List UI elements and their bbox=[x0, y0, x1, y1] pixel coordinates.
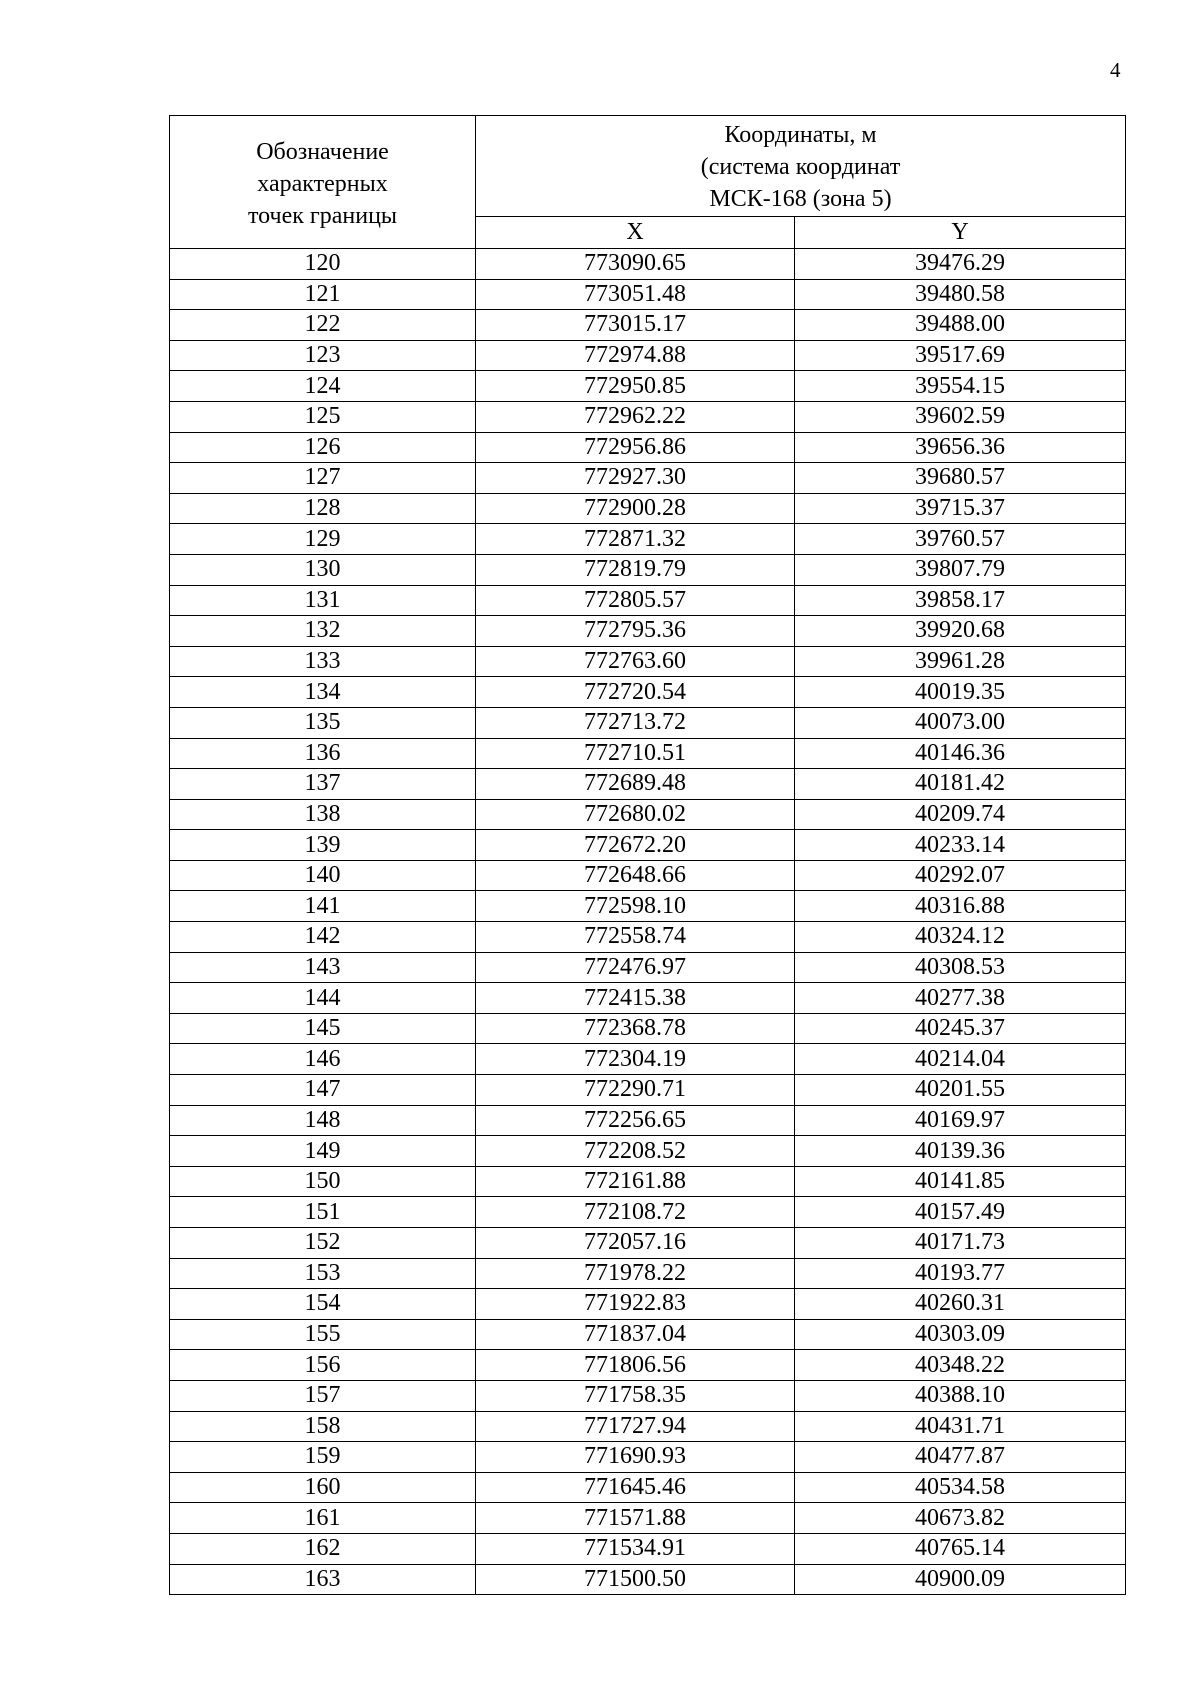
x-coordinate-cell: 772927.30 bbox=[476, 463, 795, 494]
y-coordinate-cell: 40534.58 bbox=[795, 1472, 1126, 1503]
y-coordinate-cell: 39760.57 bbox=[795, 524, 1126, 555]
point-cell: 125 bbox=[170, 401, 476, 432]
x-coordinate-cell: 772290.71 bbox=[476, 1075, 795, 1106]
y-coordinate-cell: 39656.36 bbox=[795, 432, 1126, 463]
table-row bbox=[170, 677, 1126, 708]
x-axis-header: X bbox=[476, 217, 795, 249]
x-coordinate-cell: 773051.48 bbox=[476, 279, 795, 310]
table-row bbox=[170, 432, 1126, 463]
table-row bbox=[170, 249, 1126, 280]
table-row bbox=[170, 1228, 1126, 1259]
x-coordinate-cell: 771727.94 bbox=[476, 1411, 795, 1442]
x-coordinate-cell: 772900.28 bbox=[476, 493, 795, 524]
point-cell: 126 bbox=[170, 432, 476, 463]
x-coordinate-cell: 771837.04 bbox=[476, 1319, 795, 1350]
point-cell: 131 bbox=[170, 585, 476, 616]
y-coordinate-cell: 40324.12 bbox=[795, 922, 1126, 953]
point-cell: 139 bbox=[170, 830, 476, 861]
x-coordinate-cell: 773015.17 bbox=[476, 310, 795, 341]
x-coordinate-cell: 772950.85 bbox=[476, 371, 795, 402]
point-cell: 148 bbox=[170, 1105, 476, 1136]
y-coordinate-cell: 40431.71 bbox=[795, 1411, 1126, 1442]
point-cell: 136 bbox=[170, 738, 476, 769]
y-coordinate-cell: 40477.87 bbox=[795, 1442, 1126, 1473]
y-coordinate-cell: 39858.17 bbox=[795, 585, 1126, 616]
point-cell: 162 bbox=[170, 1533, 476, 1564]
point-cell: 145 bbox=[170, 1013, 476, 1044]
table-row bbox=[170, 463, 1126, 494]
point-cell: 149 bbox=[170, 1136, 476, 1167]
y-coordinate-cell: 39920.68 bbox=[795, 616, 1126, 647]
point-cell: 155 bbox=[170, 1319, 476, 1350]
point-cell: 159 bbox=[170, 1442, 476, 1473]
x-coordinate-cell: 771500.50 bbox=[476, 1564, 795, 1595]
point-cell: 151 bbox=[170, 1197, 476, 1228]
table-row bbox=[170, 891, 1126, 922]
x-coordinate-cell: 772598.10 bbox=[476, 891, 795, 922]
table-row bbox=[170, 952, 1126, 983]
point-cell: 144 bbox=[170, 983, 476, 1014]
point-cell: 128 bbox=[170, 493, 476, 524]
x-coordinate-cell: 771534.91 bbox=[476, 1533, 795, 1564]
x-coordinate-cell: 772689.48 bbox=[476, 769, 795, 800]
x-coordinate-cell: 771690.93 bbox=[476, 1442, 795, 1473]
y-coordinate-cell: 40308.53 bbox=[795, 952, 1126, 983]
x-coordinate-cell: 771571.88 bbox=[476, 1503, 795, 1534]
x-coordinate-cell: 773090.65 bbox=[476, 249, 795, 280]
x-coordinate-cell: 772415.38 bbox=[476, 983, 795, 1014]
x-coordinate-cell: 772805.57 bbox=[476, 585, 795, 616]
point-cell: 142 bbox=[170, 922, 476, 953]
table-row bbox=[170, 1503, 1126, 1534]
y-coordinate-cell: 40292.07 bbox=[795, 860, 1126, 891]
page-number: 4 bbox=[1110, 58, 1121, 82]
table-row bbox=[170, 554, 1126, 585]
table-row bbox=[170, 1289, 1126, 1320]
table-row bbox=[170, 616, 1126, 647]
x-coordinate-cell: 772256.65 bbox=[476, 1105, 795, 1136]
y-coordinate-cell: 40260.31 bbox=[795, 1289, 1126, 1320]
table-row bbox=[170, 1411, 1126, 1442]
point-cell: 124 bbox=[170, 371, 476, 402]
table-row bbox=[170, 1442, 1126, 1473]
y-coordinate-cell: 40233.14 bbox=[795, 830, 1126, 861]
point-cell: 154 bbox=[170, 1289, 476, 1320]
x-coordinate-cell: 771922.83 bbox=[476, 1289, 795, 1320]
coordinates-table bbox=[169, 115, 1126, 1595]
table-row bbox=[170, 1044, 1126, 1075]
x-coordinate-cell: 772161.88 bbox=[476, 1166, 795, 1197]
y-coordinate-cell: 39476.29 bbox=[795, 249, 1126, 280]
x-coordinate-cell: 771978.22 bbox=[476, 1258, 795, 1289]
table-row bbox=[170, 401, 1126, 432]
x-coordinate-cell: 772819.79 bbox=[476, 554, 795, 585]
y-coordinate-cell: 40146.36 bbox=[795, 738, 1126, 769]
header-row bbox=[170, 116, 1126, 217]
table-row bbox=[170, 1319, 1126, 1350]
table-row bbox=[170, 524, 1126, 555]
point-cell: 135 bbox=[170, 707, 476, 738]
y-coordinate-cell: 40139.36 bbox=[795, 1136, 1126, 1167]
x-coordinate-cell: 772476.97 bbox=[476, 952, 795, 983]
x-coordinate-cell: 772871.32 bbox=[476, 524, 795, 555]
point-cell: 147 bbox=[170, 1075, 476, 1106]
point-cell: 140 bbox=[170, 860, 476, 891]
point-cell: 146 bbox=[170, 1044, 476, 1075]
point-cell: 153 bbox=[170, 1258, 476, 1289]
point-cell: 130 bbox=[170, 554, 476, 585]
y-coordinate-cell: 40181.42 bbox=[795, 769, 1126, 800]
y-coordinate-cell: 40673.82 bbox=[795, 1503, 1126, 1534]
x-coordinate-cell: 772304.19 bbox=[476, 1044, 795, 1075]
table-row bbox=[170, 585, 1126, 616]
table-row bbox=[170, 922, 1126, 953]
y-coordinate-cell: 39488.00 bbox=[795, 310, 1126, 341]
table-row bbox=[170, 1136, 1126, 1167]
point-cell: 160 bbox=[170, 1472, 476, 1503]
table-row bbox=[170, 340, 1126, 371]
x-coordinate-cell: 771758.35 bbox=[476, 1380, 795, 1411]
y-coordinate-cell: 39517.69 bbox=[795, 340, 1126, 371]
point-designation-header bbox=[170, 116, 476, 249]
y-coordinate-cell: 40303.09 bbox=[795, 1319, 1126, 1350]
table-row bbox=[170, 493, 1126, 524]
point-cell: 143 bbox=[170, 952, 476, 983]
y-coordinate-cell: 39554.15 bbox=[795, 371, 1126, 402]
table-row bbox=[170, 1258, 1126, 1289]
table-row bbox=[170, 1075, 1126, 1106]
y-coordinate-cell: 40157.49 bbox=[795, 1197, 1126, 1228]
x-coordinate-cell: 772368.78 bbox=[476, 1013, 795, 1044]
table-row bbox=[170, 1472, 1126, 1503]
table-row bbox=[170, 1166, 1126, 1197]
point-cell: 157 bbox=[170, 1380, 476, 1411]
table-row bbox=[170, 1013, 1126, 1044]
y-coordinate-cell: 40348.22 bbox=[795, 1350, 1126, 1381]
coordinates-header bbox=[476, 116, 1126, 217]
y-coordinate-cell: 39480.58 bbox=[795, 279, 1126, 310]
x-coordinate-cell: 772974.88 bbox=[476, 340, 795, 371]
coords-header-line-2: (система координат bbox=[700, 154, 901, 180]
y-coordinate-cell: 40193.77 bbox=[795, 1258, 1126, 1289]
table-header bbox=[170, 116, 1126, 249]
y-coordinate-cell: 40209.74 bbox=[795, 799, 1126, 830]
x-coordinate-cell: 772558.74 bbox=[476, 922, 795, 953]
point-header-line-1: Обозначение bbox=[256, 139, 389, 165]
table-row bbox=[170, 983, 1126, 1014]
point-cell: 158 bbox=[170, 1411, 476, 1442]
x-coordinate-cell: 772710.51 bbox=[476, 738, 795, 769]
y-coordinate-cell: 39715.37 bbox=[795, 493, 1126, 524]
y-coordinate-cell: 39602.59 bbox=[795, 401, 1126, 432]
y-coordinate-cell: 39680.57 bbox=[795, 463, 1126, 494]
point-cell: 150 bbox=[170, 1166, 476, 1197]
point-cell: 161 bbox=[170, 1503, 476, 1534]
table-row bbox=[170, 1197, 1126, 1228]
x-coordinate-cell: 772672.20 bbox=[476, 830, 795, 861]
table-row bbox=[170, 860, 1126, 891]
table-row bbox=[170, 769, 1126, 800]
x-coordinate-cell: 772763.60 bbox=[476, 646, 795, 677]
point-cell: 120 bbox=[170, 249, 476, 280]
y-coordinate-cell: 39807.79 bbox=[795, 554, 1126, 585]
table-row bbox=[170, 1350, 1126, 1381]
x-coordinate-cell: 772680.02 bbox=[476, 799, 795, 830]
table-row bbox=[170, 371, 1126, 402]
table-row bbox=[170, 830, 1126, 861]
y-axis-header: Y bbox=[795, 217, 1126, 249]
point-cell: 141 bbox=[170, 891, 476, 922]
point-cell: 137 bbox=[170, 769, 476, 800]
x-coordinate-cell: 772648.66 bbox=[476, 860, 795, 891]
point-cell: 122 bbox=[170, 310, 476, 341]
y-coordinate-cell: 40201.55 bbox=[795, 1075, 1126, 1106]
point-cell: 123 bbox=[170, 340, 476, 371]
coords-header-line-3: МСК-168 (зона 5) bbox=[709, 186, 892, 212]
y-coordinate-cell: 40316.88 bbox=[795, 891, 1126, 922]
y-coordinate-cell: 40141.85 bbox=[795, 1166, 1126, 1197]
x-coordinate-cell: 771806.56 bbox=[476, 1350, 795, 1381]
table-row bbox=[170, 279, 1126, 310]
x-coordinate-cell: 772962.22 bbox=[476, 401, 795, 432]
point-cell: 134 bbox=[170, 677, 476, 708]
x-coordinate-cell: 772720.54 bbox=[476, 677, 795, 708]
y-coordinate-cell: 40073.00 bbox=[795, 707, 1126, 738]
table-row bbox=[170, 1533, 1126, 1564]
point-cell: 121 bbox=[170, 279, 476, 310]
table-row bbox=[170, 1105, 1126, 1136]
y-coordinate-cell: 40765.14 bbox=[795, 1533, 1126, 1564]
x-coordinate-cell: 772208.52 bbox=[476, 1136, 795, 1167]
y-coordinate-cell: 39961.28 bbox=[795, 646, 1126, 677]
point-cell: 133 bbox=[170, 646, 476, 677]
x-coordinate-cell: 772795.36 bbox=[476, 616, 795, 647]
y-coordinate-cell: 40019.35 bbox=[795, 677, 1126, 708]
x-coordinate-cell: 772956.86 bbox=[476, 432, 795, 463]
point-cell: 163 bbox=[170, 1564, 476, 1595]
table-row bbox=[170, 1380, 1126, 1411]
point-header-line-2: характерных bbox=[257, 171, 388, 197]
point-cell: 129 bbox=[170, 524, 476, 555]
y-coordinate-cell: 40900.09 bbox=[795, 1564, 1126, 1595]
point-cell: 132 bbox=[170, 616, 476, 647]
x-coordinate-cell: 771645.46 bbox=[476, 1472, 795, 1503]
x-coordinate-cell: 772057.16 bbox=[476, 1228, 795, 1259]
table-row bbox=[170, 738, 1126, 769]
table-body bbox=[170, 249, 1126, 1595]
y-coordinate-cell: 40171.73 bbox=[795, 1228, 1126, 1259]
table-row bbox=[170, 1564, 1126, 1595]
x-coordinate-cell: 772108.72 bbox=[476, 1197, 795, 1228]
point-header-line-3: точек границы bbox=[247, 203, 398, 229]
y-coordinate-cell: 40245.37 bbox=[795, 1013, 1126, 1044]
table-row bbox=[170, 310, 1126, 341]
y-coordinate-cell: 40277.38 bbox=[795, 983, 1126, 1014]
y-coordinate-cell: 40214.04 bbox=[795, 1044, 1126, 1075]
table-row bbox=[170, 646, 1126, 677]
y-coordinate-cell: 40169.97 bbox=[795, 1105, 1126, 1136]
y-coordinate-cell: 40388.10 bbox=[795, 1380, 1126, 1411]
point-cell: 127 bbox=[170, 463, 476, 494]
table-row bbox=[170, 707, 1126, 738]
x-coordinate-cell: 772713.72 bbox=[476, 707, 795, 738]
coords-header-line-1: Координаты, м bbox=[724, 122, 877, 148]
table-row bbox=[170, 799, 1126, 830]
point-cell: 152 bbox=[170, 1228, 476, 1259]
point-cell: 156 bbox=[170, 1350, 476, 1381]
point-cell: 138 bbox=[170, 799, 476, 830]
